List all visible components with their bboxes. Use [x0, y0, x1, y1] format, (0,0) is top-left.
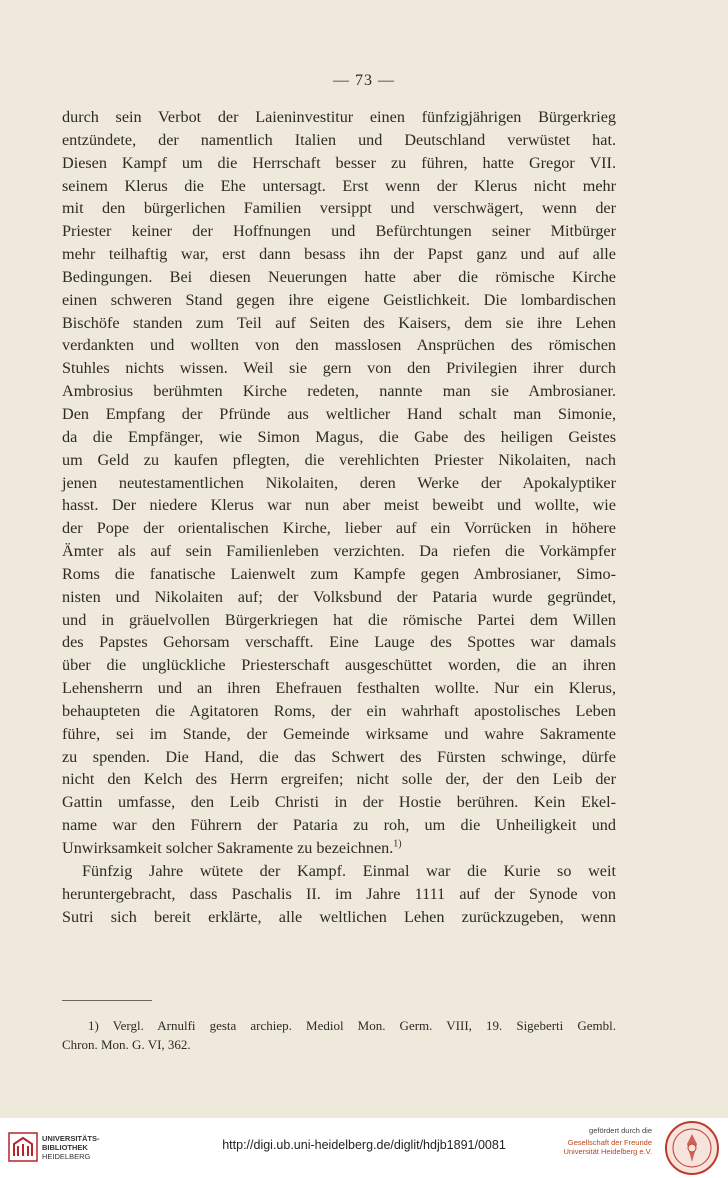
sponsor-credit — [563, 1126, 652, 1157]
text-line: durch sein Verbot der Laieninvestitur einen fünfzigjährigen Bürgerkrieg — [62, 108, 616, 126]
text-line: einen schweren Stand gegen ihre eigene Geistlichkeit. Die lombardischen — [62, 290, 616, 309]
permalink-url[interactable]: http://digi.ub.uni-heidelberg.de/diglit/hdjb1891/0081 — [222, 1138, 506, 1152]
viewer-footer — [0, 1118, 728, 1178]
footnote-marker: 1) — [393, 838, 402, 850]
text-line: verdankten und wollten von den masslosen Ansprüchen des römischen — [62, 336, 616, 355]
library-name-line: HEIDELBERG — [42, 1152, 91, 1161]
text-line: Roms die fanatische Laienwelt zum Kampfe gegen Ambrosianer, Simo- — [62, 564, 616, 583]
text-line: Ämter als auf sein Familienleben verzichten. Da riefen die Vorkämpfer — [62, 542, 616, 561]
text-line: mit den bürgerlichen Familien versippt und verschwägert, wenn der — [62, 199, 616, 218]
text-line: behaupteten die Agitatoren Roms, der ein wahrhaft apostolisches Leben — [62, 701, 616, 720]
text-line: jenen neutestamentlichen Nikolaiten, deren Werke der Apokalyptiker — [62, 473, 616, 492]
body-text — [62, 106, 616, 928]
text-line: zu spenden. Die Hand, die das Schwert des Fürsten schwinge, dürfe — [62, 747, 616, 766]
university-seal-icon — [664, 1120, 720, 1176]
text-line: Bischöfe standen zum Teil auf Seiten des Kaisers, dem sie ihre Lehen — [62, 313, 616, 332]
footnote-divider — [62, 1000, 152, 1001]
text-line: Ambrosius berühmten Kirche redeten, nannte man sie Ambrosianer. — [62, 382, 616, 401]
text-line: seinem Klerus die Ehe untersagt. Erst wenn der Klerus nicht mehr — [62, 176, 616, 195]
library-name-line: BIBLIOTHEK — [42, 1143, 88, 1152]
footnote-line: Chron. Mon. G. VI, 362. — [62, 1036, 191, 1052]
footnotes — [62, 1017, 616, 1054]
text-line: des Papstes Gehorsam verschafft. Eine Lauge des Spottes war damals — [62, 633, 616, 652]
text-line: Den Empfang der Pfründe aus weltlicher Hand schalt man Simonie, — [62, 404, 616, 423]
text-line: Sutri sich bereit erklärte, alle weltlichen Lehen zurückzugeben, wenn — [62, 907, 616, 926]
sponsor-name-line: Universität Heidelberg e.V. — [563, 1147, 652, 1156]
text-line: name war den Führern der Pataria zu roh, um die Unheiligkeit und — [62, 816, 616, 835]
text-line: und in gräuelvollen Bürgerkriegen hat die römische Partei dem Willen — [62, 610, 616, 629]
text-line: der Pope der orientalischen Kirche, lieber auf ein Vorrücken in höhere — [62, 519, 616, 538]
text-line: nisten und Nikolaiten auf; der Volksbund der Pataria wurde gegründet, — [62, 587, 616, 606]
footnote-line: 1) Vergl. Arnulfi gesta archiep. Mediol Mon. Germ. VIII, 19. Sigeberti Gembl. — [88, 1018, 616, 1033]
text-line: Gattin umfasse, den Leib Christi in der Hostie berühren. Kein Ekel- — [62, 793, 616, 812]
text-line: da die Empfänger, wie Simon Magus, die Gabe des heiligen Geistes — [62, 427, 616, 446]
sponsor-intro: gefördert durch die — [589, 1126, 652, 1135]
page-number: — 73 — — [333, 72, 395, 89]
text-line: Priester keiner der Hoffnungen und Befürchtungen seiner Mitbürger — [62, 222, 616, 241]
text-line: Bedingungen. Bei diesen Neuerungen hatte aber die römische Kirche — [62, 267, 616, 286]
text-line: Lehensherrn und an ihren Ehefrauen festhalten wollte. Nur ein Klerus, — [62, 679, 616, 698]
text-line: hasst. Der niedere Klerus war nun aber meist beweibt und wollte, wie — [62, 496, 616, 515]
text-line: führe, sei im Stande, der Gemeinde wirksame und wahre Sakramente — [62, 724, 616, 743]
text-line: nicht den Kelch des Herrn ergreifen; nicht solle der, der den Leib der — [62, 770, 616, 789]
text-line-content: Unwirksamkeit solcher Sakramente zu bezeichnen. — [62, 839, 394, 857]
text-line: heruntergebracht, dass Paschalis II. im Jahre 1111 auf der Synode von — [62, 884, 616, 903]
text-line: über die unglückliche Priesterschaft ausgeschüttet worden, die an ihren — [62, 656, 616, 675]
text-line: Diesen Kampf um die Herrschaft besser zu führen, hatte Gregor VII. — [62, 153, 616, 172]
text-line: mehr teilhaftig war, erst dann besass ihn der Papst ganz und auf alle — [62, 245, 616, 264]
text-line: entzündete, der namentlich Italien und Deutschland verwüstet hat. — [62, 130, 616, 149]
text-line: um Geld zu kaufen pflegten, die verehlichten Priester Nikolaiten, nach — [62, 450, 616, 469]
library-name-line: UNIVERSITÄTS- — [42, 1134, 100, 1143]
text-line: Fünfzig Jahre wütete der Kampf. Einmal war die Kurie so weit — [82, 861, 616, 880]
text-line — [62, 837, 616, 860]
text-line: Stuhles nichts wissen. Weil sie gern von den Privilegien ihrer durch — [62, 359, 616, 378]
sponsor-name-line: Gesellschaft der Freunde — [567, 1137, 652, 1147]
